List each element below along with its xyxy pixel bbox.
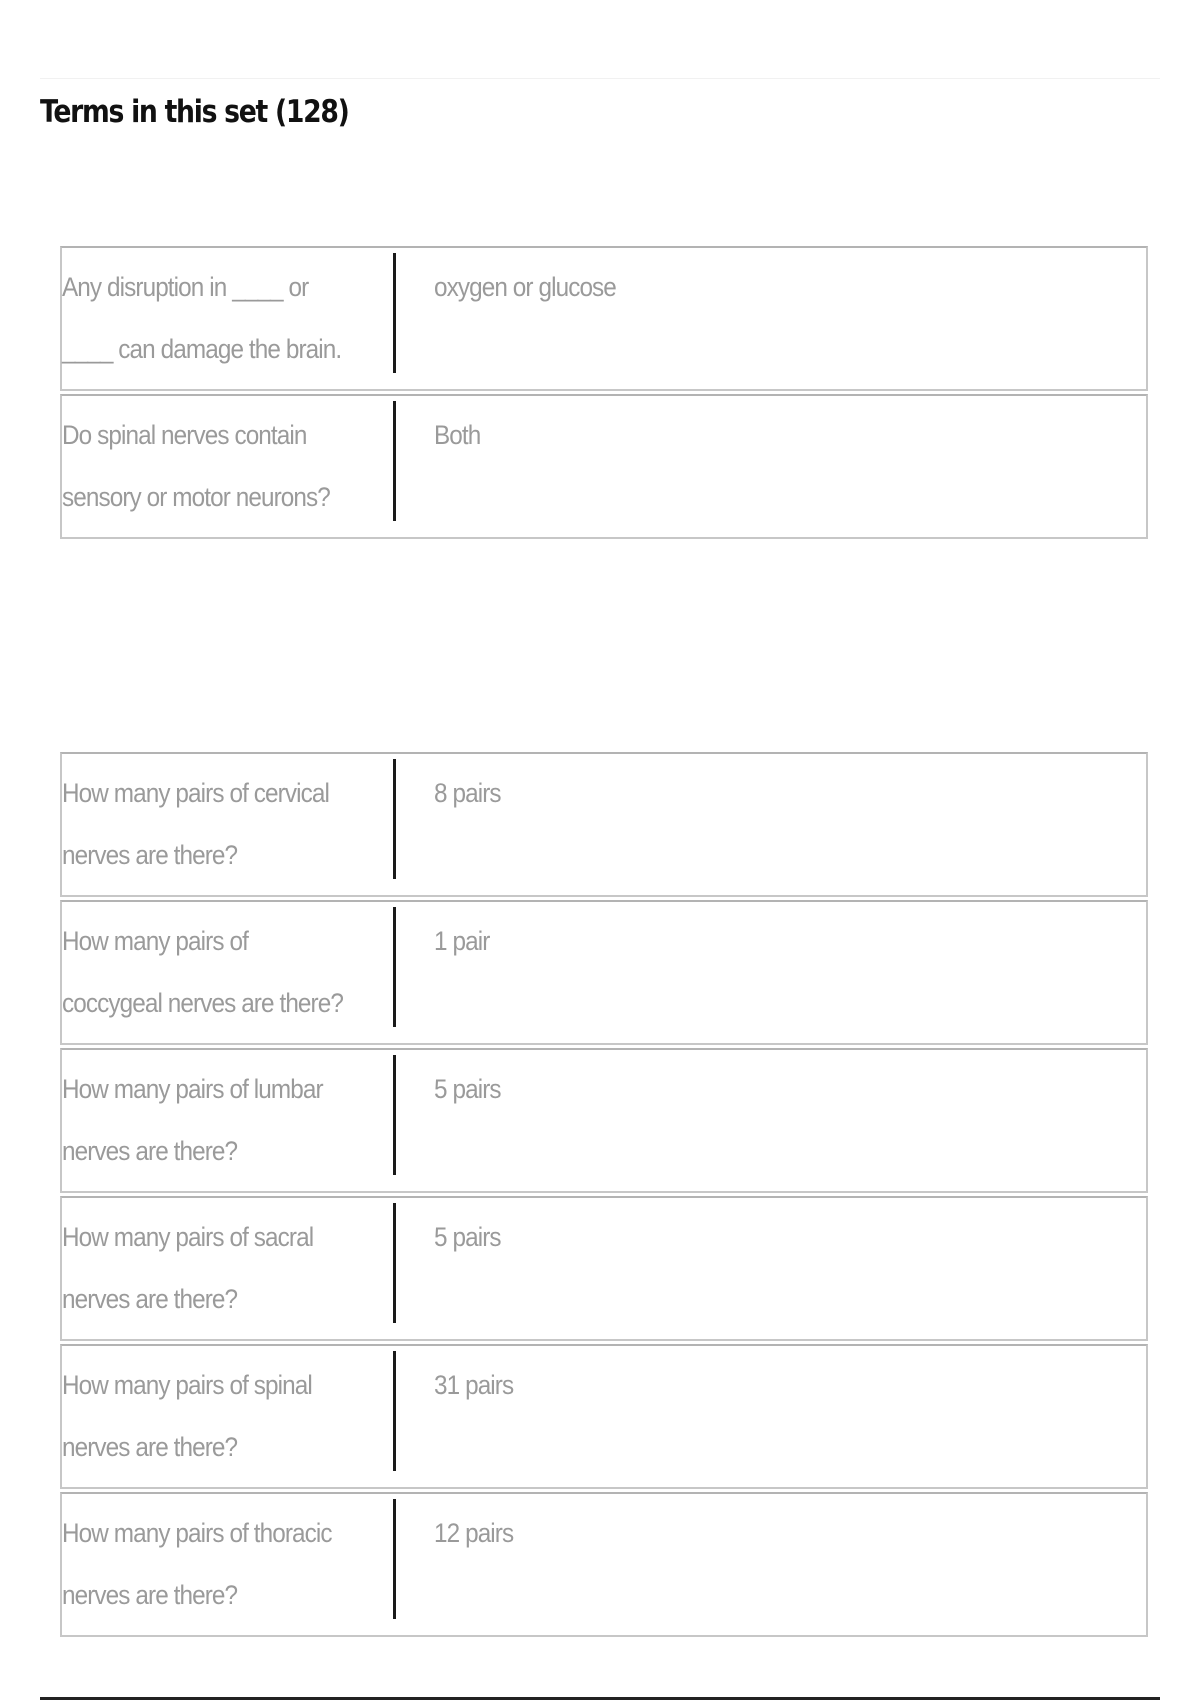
term-text: How many pairs of thoracic nerves are there? (62, 1518, 332, 1610)
card-divider (393, 401, 396, 521)
term-card[interactable] (60, 900, 1148, 1045)
card-divider (393, 759, 396, 879)
definition-text: 12 pairs (434, 1518, 514, 1548)
card-group-2 (60, 752, 1148, 1640)
term-card[interactable] (60, 246, 1148, 391)
card-divider (393, 1055, 396, 1175)
definition-text: 5 pairs (434, 1074, 501, 1104)
term-text: How many pairs of coccygeal nerves are there? (62, 926, 343, 1018)
definition-text: 8 pairs (434, 778, 501, 808)
term-card[interactable] (60, 1344, 1148, 1489)
term-card[interactable] (60, 752, 1148, 897)
top-divider (40, 78, 1160, 79)
term-card[interactable] (60, 1196, 1148, 1341)
term-card[interactable] (60, 394, 1148, 539)
card-group-1 (60, 246, 1148, 542)
term-text: How many pairs of cervical nerves are there? (62, 778, 329, 870)
card-divider (393, 1499, 396, 1619)
card-divider (393, 1351, 396, 1471)
term-text: How many pairs of spinal nerves are there? (62, 1370, 312, 1462)
term-text: How many pairs of lumbar nerves are there? (62, 1074, 323, 1166)
definition-text: 5 pairs (434, 1222, 501, 1252)
page-title: Terms in this set (128) (40, 94, 349, 130)
definition-text: Both (434, 420, 481, 450)
term-text: How many pairs of sacral nerves are there? (62, 1222, 314, 1314)
definition-text: 1 pair (434, 926, 490, 956)
term-text: Any disruption in ____ or ____ can damage the brain. (62, 272, 342, 364)
definition-text: 31 pairs (434, 1370, 514, 1400)
card-divider (393, 1203, 396, 1323)
card-divider (393, 907, 396, 1027)
card-divider (393, 253, 396, 373)
definition-text: oxygen or glucose (434, 272, 616, 302)
term-text: Do spinal nerves contain sensory or motor neurons? (62, 420, 330, 512)
term-card[interactable] (60, 1492, 1148, 1637)
term-card[interactable] (60, 1048, 1148, 1193)
